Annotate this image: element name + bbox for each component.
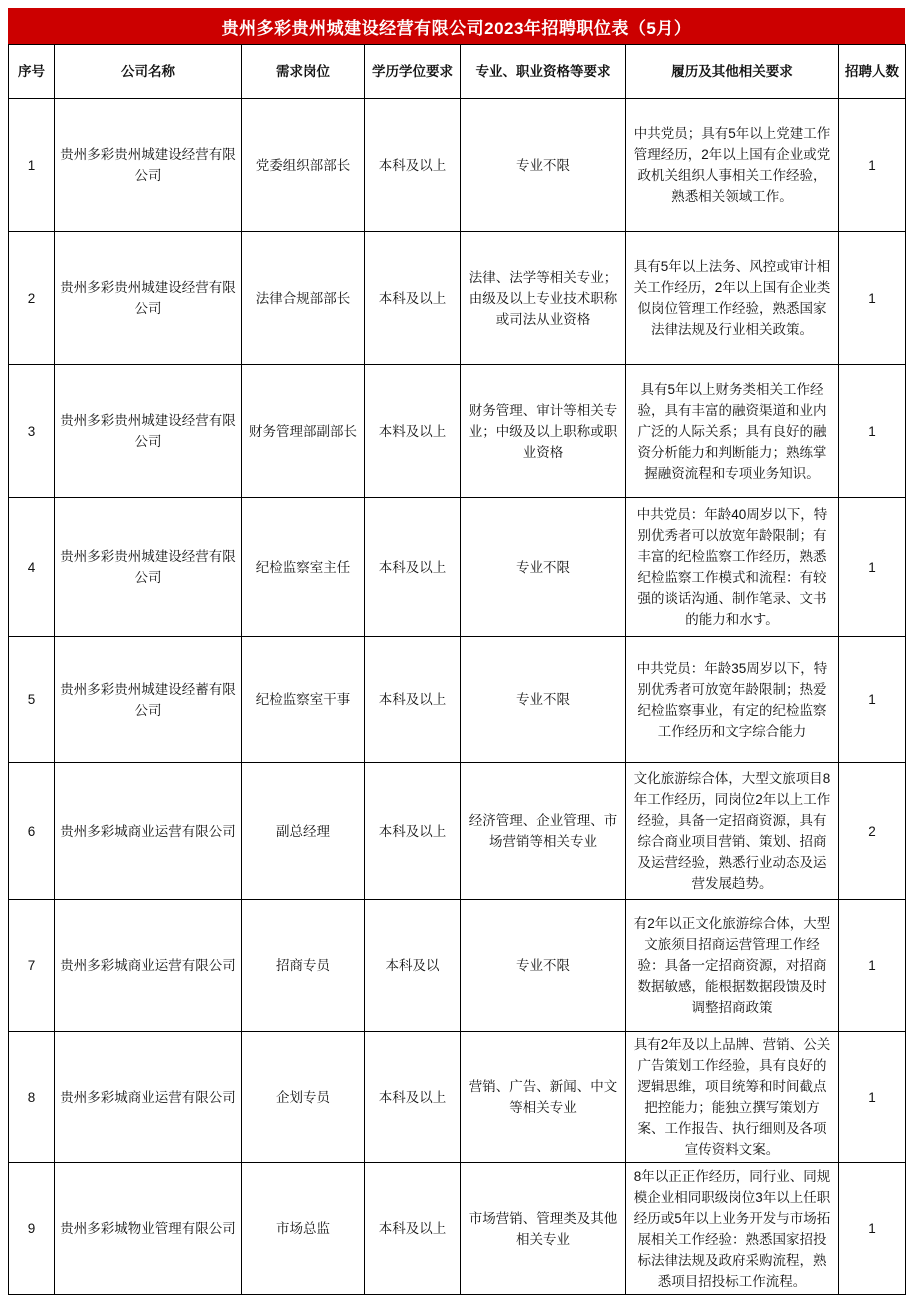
education-cell: 本料及以上 bbox=[365, 365, 461, 498]
company-cell: 贵州多彩贵州城建设经营有限公司 bbox=[55, 365, 242, 498]
company-cell: 贵州多彩城商业运营有限公司 bbox=[55, 900, 242, 1032]
table-row bbox=[9, 1032, 906, 1163]
major-cell: 营销、广告、新闻、中文等相关专业 bbox=[461, 1032, 626, 1163]
company-cell: 贵州多彩贵州城建设经营有限公司 bbox=[55, 498, 242, 637]
table-row bbox=[9, 99, 906, 232]
education-cell: 本科及以上 bbox=[365, 1032, 461, 1163]
experience-cell: 中共党员：年龄35周岁以下，特别优秀者可放宽年龄限制；热爱纪检监察事业，有定的纪检监察工作经历和文字综合能力 bbox=[626, 637, 839, 763]
position-cell: 企划专员 bbox=[242, 1032, 365, 1163]
education-cell: 本科及以上 bbox=[365, 232, 461, 365]
row-number-cell: 4 bbox=[9, 498, 55, 637]
experience-cell: 具有5年以上财务类相关工作经验，具有丰富的融资渠道和业内广泛的人际关系；具有良好的融资分析能力和判断能力；熟练掌握融资流程和专项业务知识。 bbox=[626, 365, 839, 498]
position-cell: 党委组织部部长 bbox=[242, 99, 365, 232]
col-header-company: 公司名称 bbox=[55, 45, 242, 99]
position-cell: 招商专员 bbox=[242, 900, 365, 1032]
col-header-no: 序号 bbox=[9, 45, 55, 99]
headcount-cell: 1 bbox=[839, 232, 906, 365]
headcount-cell: 1 bbox=[839, 1163, 906, 1295]
major-cell: 经济管理、企业管理、市场营销等相关专业 bbox=[461, 763, 626, 900]
headcount-cell: 1 bbox=[839, 99, 906, 232]
position-cell: 财务管理部副部长 bbox=[242, 365, 365, 498]
row-number-cell: 2 bbox=[9, 232, 55, 365]
position-cell: 纪检监察室干事 bbox=[242, 637, 365, 763]
education-cell: 本科及以上 bbox=[365, 763, 461, 900]
education-cell: 本科及以上 bbox=[365, 1163, 461, 1295]
education-cell: 本科及以上 bbox=[365, 498, 461, 637]
recruitment-sheet bbox=[8, 8, 905, 1295]
experience-cell: 有2年以正文化旅游综合体，大型文旅须目招商运营管理工作经验：具备一定招商资源，对招商数据敏感，能根据数据段馈及时调整招商政策 bbox=[626, 900, 839, 1032]
col-header-headcount: 招聘人数 bbox=[839, 45, 906, 99]
row-number-cell: 6 bbox=[9, 763, 55, 900]
table-title: 贵州多彩贵州城建设经营有限公司2023年招聘职位表（5月） bbox=[8, 8, 905, 44]
row-number-cell: 9 bbox=[9, 1163, 55, 1295]
position-cell: 纪检监察室主任 bbox=[242, 498, 365, 637]
col-header-experience: 履历及其他相关要求 bbox=[626, 45, 839, 99]
headcount-cell: 1 bbox=[839, 900, 906, 1032]
row-number-cell: 7 bbox=[9, 900, 55, 1032]
experience-cell: 文化旅游综合体，大型文旅项目8年工作经历，同岗位2年以上工作经验，具备一定招商资源，具有综合商业项目营销、策划、招商及运营经验，熟悉行业动态及运营发展趋势。 bbox=[626, 763, 839, 900]
row-number-cell: 3 bbox=[9, 365, 55, 498]
headcount-cell: 2 bbox=[839, 763, 906, 900]
table-row bbox=[9, 1163, 906, 1295]
experience-cell: 中共党员；具有5年以上党建工作管理经历，2年以上国有企业或党政机关组织人事相关工作经验，熟悉相关领域工作。 bbox=[626, 99, 839, 232]
table-row bbox=[9, 232, 906, 365]
headcount-cell: 1 bbox=[839, 1032, 906, 1163]
headcount-cell: 1 bbox=[839, 365, 906, 498]
table-row bbox=[9, 763, 906, 900]
position-cell: 副总经理 bbox=[242, 763, 365, 900]
positions-table bbox=[8, 44, 906, 1295]
table-row bbox=[9, 900, 906, 1032]
col-header-major: 专业、职业资格等要求 bbox=[461, 45, 626, 99]
table-row bbox=[9, 365, 906, 498]
education-cell: 本科及以上 bbox=[365, 637, 461, 763]
table-row bbox=[9, 637, 906, 763]
company-cell: 贵州多彩城商业运营有限公司 bbox=[55, 1032, 242, 1163]
experience-cell: 具有5年以上法务、风控或审计相关工作经历，2年以上国有企业类似岗位管理工作经验，熟悉国家法律法规及行业相关政策。 bbox=[626, 232, 839, 365]
company-cell: 贵州多彩贵州城建设经营有限公司 bbox=[55, 99, 242, 232]
major-cell: 专业不限 bbox=[461, 900, 626, 1032]
headcount-cell: 1 bbox=[839, 498, 906, 637]
major-cell: 法律、法学等相关专业；由级及以上专业技术职称或司法从业资格 bbox=[461, 232, 626, 365]
table-row bbox=[9, 498, 906, 637]
row-number-cell: 8 bbox=[9, 1032, 55, 1163]
position-cell: 法律合规部部长 bbox=[242, 232, 365, 365]
company-cell: 贵州多彩城物业管理有限公司 bbox=[55, 1163, 242, 1295]
row-number-cell: 5 bbox=[9, 637, 55, 763]
experience-cell: 中共党员：年龄40周岁以下，特别优秀者可以放宽年龄限制；有丰富的纪检监察工作经历，熟悉纪检监察工作模式和流程：有较强的谈话沟通、制作笔录、文书的能力和水す。 bbox=[626, 498, 839, 637]
row-number-cell: 1 bbox=[9, 99, 55, 232]
company-cell: 贵州多彩城商业运营有限公司 bbox=[55, 763, 242, 900]
col-header-education: 学历学位要求 bbox=[365, 45, 461, 99]
company-cell: 贵州多彩贵州城建设经蓄有限公司 bbox=[55, 637, 242, 763]
major-cell: 专业不限 bbox=[461, 99, 626, 232]
major-cell: 专业不限 bbox=[461, 637, 626, 763]
major-cell: 市场营销、管理类及其他相关专业 bbox=[461, 1163, 626, 1295]
company-cell: 贵州多彩贵州城建设经营有限公司 bbox=[55, 232, 242, 365]
experience-cell: 具有2年及以上品牌、营销、公关广告策划工作经验，具有良好的逻辑思维，项目统筹和时间截点把控能力；能独立撰写策划方案、工作报告、执行细则及各项宣传资料文案。 bbox=[626, 1032, 839, 1163]
header-row bbox=[9, 45, 906, 99]
col-header-position: 需求岗位 bbox=[242, 45, 365, 99]
education-cell: 本科及以上 bbox=[365, 99, 461, 232]
experience-cell: 8年以正正作经历，同行业、同规模企业相同职级岗位3年以上任职经历或5年以上业务开发与市场拓展相关工作经验：熟悉国家招投标法律法规及政府采购流程，熟悉项目招投标工作流程。 bbox=[626, 1163, 839, 1295]
major-cell: 财务管理、审计等相关专业；中级及以上职称或职业资格 bbox=[461, 365, 626, 498]
major-cell: 专业不限 bbox=[461, 498, 626, 637]
headcount-cell: 1 bbox=[839, 637, 906, 763]
education-cell: 本科及以 bbox=[365, 900, 461, 1032]
position-cell: 市场总监 bbox=[242, 1163, 365, 1295]
